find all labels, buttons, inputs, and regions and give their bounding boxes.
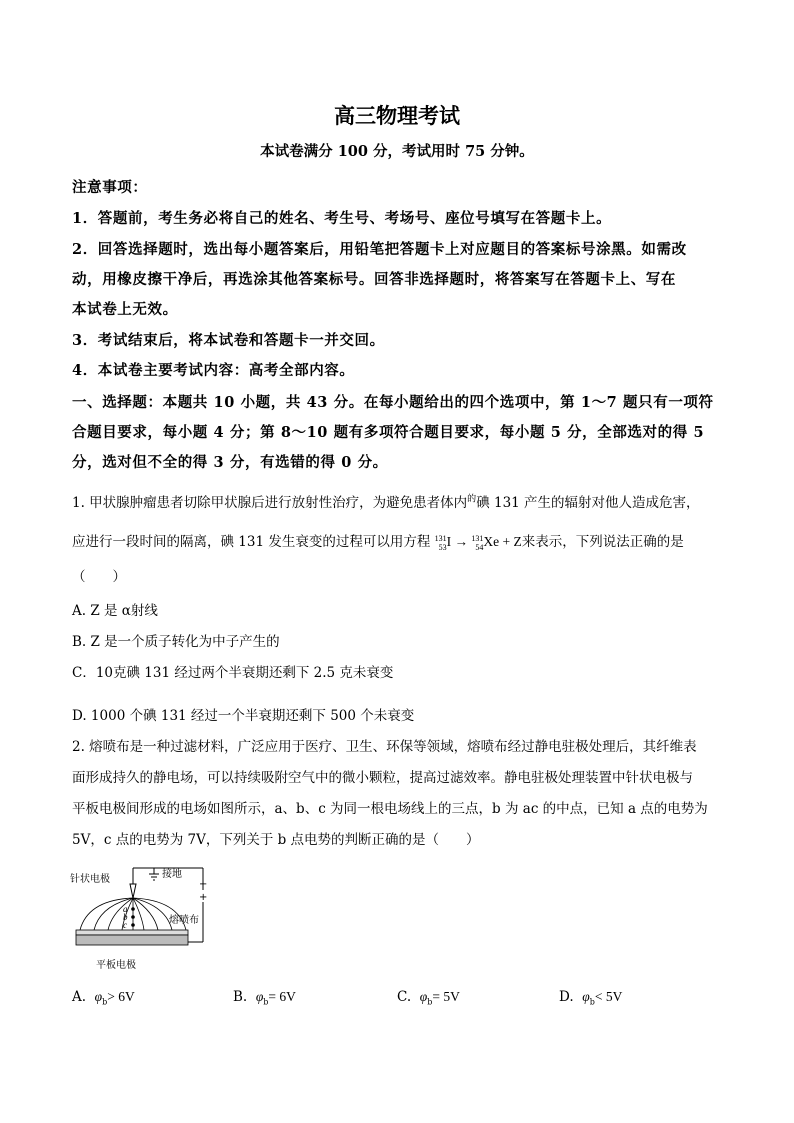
q2-line-2: 面形成持久的静电场，可以持续吸附空气中的微小颗粒，提高过滤效率。静电驻极处理装置中针状电极与 <box>72 770 693 786</box>
q1-mark: 的 <box>467 494 477 505</box>
section-1-line-2: 合题目要求，每小题 4 分；第 8～10 题有多项符合题目要求，每小题 5 分，全部选对的得 5 <box>72 424 705 441</box>
q1-line-2-pre: 应进行一段时间的隔离，碘 131 发生衰变的过程可以用方程 <box>72 534 431 550</box>
notice-item-2-line-2: 动，用橡皮擦干净后，再选涂其他答案标号。回答非选择题时，将答案写在答题卡上、写在 <box>72 271 676 288</box>
q2-option-a-relation: > 6V <box>107 989 135 1004</box>
eq-plus: + <box>502 534 511 549</box>
q1-option-c: C．10克碘 131 经过两个半衰期还剩下 2.5 克未衰变 <box>72 665 394 681</box>
page-title: 高三物理考试 <box>334 103 460 128</box>
eq-mass-1: 131 <box>434 533 447 543</box>
notice-item-2-line-1: 2．回答选择题时，选出每小题答案后，用铅笔把答题卡上对应题目的答案标号涂黑。如需改 <box>72 241 687 258</box>
point-a-label: a <box>123 904 128 914</box>
electret-diagram <box>68 858 228 976</box>
phi-subscript: b <box>427 997 433 1007</box>
point-b-label: b <box>123 912 128 922</box>
q2-line-3: 平板电极间形成的电场如图所示，a、b、c 为同一根电场线上的三点，b 为 ac 的中点，已知 a 点的电势为 <box>72 801 708 817</box>
q2-line-1: 2. 熔喷布是一种过滤材料，广泛应用于医疗、卫生、环保等领域，熔喷布经过静电驻极处理后，其纤维表 <box>72 739 697 755</box>
section-1-line-1: 一、选择题：本题共 10 小题，共 43 分。在每小题给出的四个选项中，第 1～7 题只有一项符 <box>72 394 714 411</box>
meltblown-cloth <box>76 930 188 935</box>
minus-sign: − <box>199 879 208 890</box>
notice-item-3: 3．考试结束后，将本试卷和答题卡一并交回。 <box>72 332 385 349</box>
q2-option-c-relation: = 5V <box>432 989 460 1004</box>
q2-line-4: 5V，c 点的电势为 7V，下列关于 b 点电势的判断正确的是（ ） <box>72 832 480 848</box>
phi-symbol: φ <box>419 989 428 1004</box>
q2-option-b-letter: B. <box>233 989 248 1005</box>
phi-symbol: φ <box>255 989 264 1004</box>
eq-charge-1: 53 <box>438 542 447 552</box>
needle-electrode <box>130 884 136 898</box>
plate-electrode <box>76 935 188 945</box>
q1-option-d: D. 1000 个碘 131 经过一个半衰期还剩下 500 个未衰变 <box>72 708 415 724</box>
q1-line-1 <box>72 491 700 511</box>
phi-symbol: φ <box>582 989 590 1004</box>
q1-line-2-post: 来表示，下列说法正确的是 <box>521 534 684 550</box>
q2-option-b-relation: = 6V <box>268 989 296 1004</box>
q1-option-b: B. Z 是一个质子转化为中子产生的 <box>72 634 280 650</box>
decay-equation <box>435 534 522 552</box>
q1-line-1-end: 碘 131 产生的辐射对他人造成危害， <box>476 495 700 511</box>
q2-option-d-letter: D. <box>559 989 574 1005</box>
notice-item-2-line-3: 本试卷上无效。 <box>72 301 178 318</box>
needle-electrode-label: 针状电极 <box>70 874 110 885</box>
electret-diagram-svg <box>68 858 228 976</box>
eq-particle: Z <box>513 534 522 549</box>
q2-option-a-letter: A. <box>72 989 87 1005</box>
point-a-dot <box>131 907 135 911</box>
q2-option-d-relation: < 5V <box>594 989 623 1004</box>
eq-mass-2: 131 <box>471 533 484 543</box>
plus-sign: + <box>199 892 208 903</box>
point-b-dot <box>131 915 135 919</box>
q2-option-c-letter: C. <box>397 989 412 1005</box>
ground-label: 接地 <box>162 869 182 880</box>
q2-option-a <box>72 989 135 1007</box>
point-c-label: c <box>123 920 127 930</box>
exam-subtitle: 本试卷满分 100 分，考试用时 75 分钟。 <box>260 143 534 160</box>
meltblown-label: 熔喷布 <box>169 915 199 926</box>
phi-subscript: b <box>102 997 108 1007</box>
notice-item-1: 1．答题前，考生务必将自己的姓名、考生号、考场号、座位号填写在答题卡上。 <box>72 210 612 227</box>
eq-element-1: I <box>446 534 452 549</box>
eq-arrow: → <box>454 534 469 549</box>
point-c-dot <box>131 923 135 927</box>
q1-option-a: A. Z 是 α射线 <box>72 603 158 619</box>
plate-electrode-label: 平板电极 <box>96 960 136 971</box>
phi-subscript: b <box>589 997 595 1007</box>
section-1-line-3: 分，选对但不全的得 3 分，有选错的得 0 分。 <box>72 454 388 471</box>
q1-answer-bracket: （ ） <box>72 569 126 585</box>
phi-symbol: φ <box>94 989 103 1004</box>
q2-option-b <box>233 989 296 1007</box>
q2-option-c <box>397 989 460 1007</box>
q1-line-2 <box>72 530 684 552</box>
q2-option-d <box>559 989 622 1007</box>
q1-line-1-text: 1. 甲状腺肿瘤患者切除甲状腺后进行放射性治疗，为避免患者体内 <box>72 495 468 511</box>
notice-heading: 注意事项： <box>72 179 148 196</box>
notice-item-4: 4．本试卷主要考试内容：高考全部内容。 <box>72 362 355 379</box>
phi-subscript: b <box>263 997 269 1007</box>
eq-element-2: Xe <box>483 534 500 549</box>
eq-charge-2: 54 <box>475 542 484 552</box>
